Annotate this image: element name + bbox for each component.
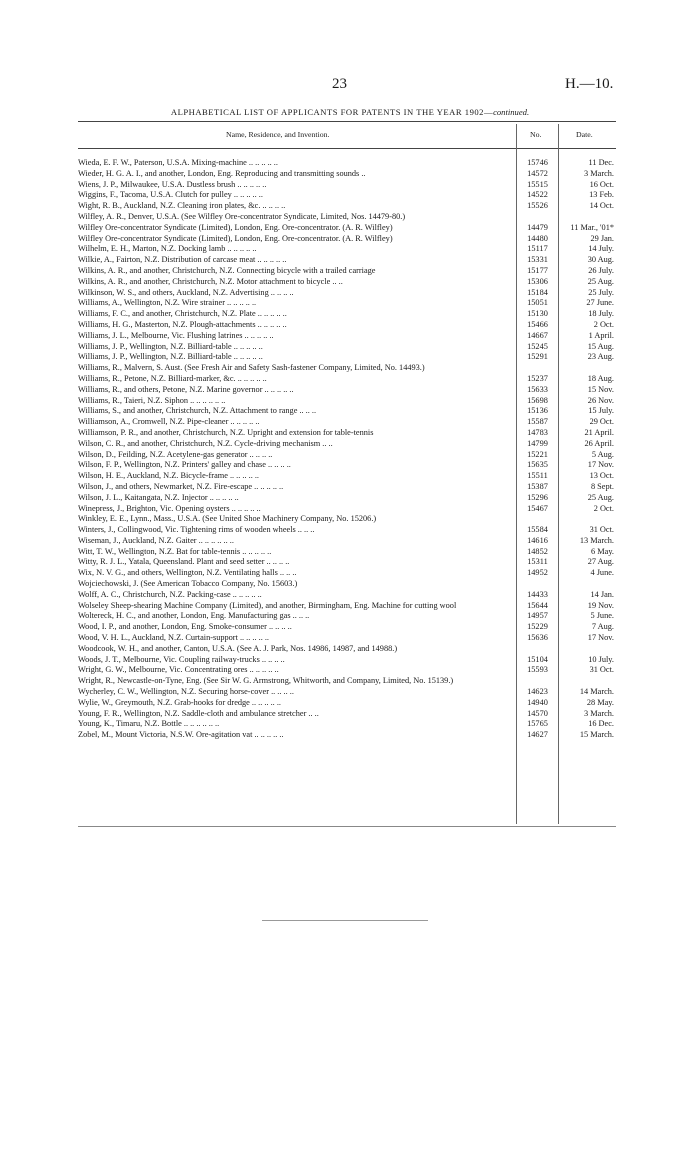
table-row: [0, 277, 700, 288]
table-row: [0, 266, 700, 277]
entry-date: 16 Dec.: [588, 719, 614, 729]
table-row: [0, 568, 700, 579]
table-row: [0, 158, 700, 169]
entry-number: 14480: [527, 233, 548, 243]
list-heading-continued: continued.: [493, 107, 530, 117]
entry-text: Williams, R., and others, Petone, N.Z. Marine governor .. .. .. .. ..: [78, 384, 294, 394]
entry-date: 17 Nov.: [587, 633, 614, 643]
entry-text: Young, K., Timaru, N.Z. Bottle .. .. .. .. .. ..: [78, 719, 220, 729]
entry-date: 26 April.: [584, 438, 614, 448]
table-row: [0, 579, 700, 590]
table-row: [0, 482, 700, 493]
header-bottom-rule: [78, 148, 616, 149]
entry-date: 15 Nov.: [587, 384, 614, 394]
table-row: [0, 611, 700, 622]
entry-text: Wright, G. W., Melbourne, Vic. Concentrating ores .. .. .. .. ..: [78, 665, 279, 675]
table-row: [0, 590, 700, 601]
entry-date: 26 Nov.: [587, 395, 614, 405]
entry-date: 3 March.: [584, 708, 614, 718]
page-number: 23: [332, 76, 347, 92]
entry-text: Wix, N. V. G., and others, Wellington, N.Z. Ventilating halls .. .. ..: [78, 568, 297, 578]
entry-text: Wojciechowski, J. (See American Tobacco Company, No. 15603.): [78, 579, 298, 589]
entry-number: 15746: [527, 158, 548, 167]
entry-number: 15467: [527, 503, 548, 513]
entry-date: 26 July.: [588, 265, 614, 275]
entry-date: 11 Dec.: [588, 158, 614, 167]
entry-date: 10 July.: [588, 654, 614, 664]
table-row: [0, 201, 700, 212]
table-row: [0, 687, 700, 698]
table-row: [0, 676, 700, 687]
bottom-rule: [262, 920, 428, 921]
entries-table: [0, 158, 700, 741]
entry-number: 14572: [527, 168, 548, 178]
entry-text: Wolseley Sheep-shearing Machine Company (Limited), and another, Birmingham, Eng. Machine for cutting wool: [78, 600, 457, 610]
table-row: [0, 385, 700, 396]
table-row: [0, 665, 700, 676]
entry-number: 15584: [527, 525, 548, 535]
entry-date: 14 Oct.: [589, 201, 614, 211]
table-row: [0, 169, 700, 180]
entry-date: 25 July.: [588, 287, 614, 297]
table-row: [0, 223, 700, 234]
entry-number: 15526: [527, 201, 548, 211]
entry-number: 15765: [527, 719, 548, 729]
column-header-invention: Name, Residence, and Invention.: [226, 130, 330, 139]
entry-number: 14852: [527, 546, 548, 556]
table-row: [0, 450, 700, 461]
table-row: [0, 428, 700, 439]
entry-number: 15051: [527, 298, 548, 308]
table-row: [0, 374, 700, 385]
entry-number: 15515: [527, 179, 548, 189]
entry-number: 15136: [527, 406, 548, 416]
entry-text: Witt, T. W., Wellington, N.Z. Bat for table-tennis .. .. .. .. ..: [78, 546, 272, 556]
entry-date: 6 May.: [591, 546, 614, 556]
entry-date: 14 March.: [579, 687, 614, 697]
table-row: [0, 644, 700, 655]
entry-number: 15635: [527, 460, 548, 470]
entry-text: Wilkinson, W. S., and others, Auckland, N.Z. Advertising .. .. .. ..: [78, 287, 294, 297]
entry-date: 11 Mar., '01*: [570, 222, 614, 232]
entry-number: 15331: [527, 255, 548, 265]
entry-number: 15104: [527, 654, 548, 664]
entry-date: 1 April.: [588, 330, 614, 340]
table-row: [0, 396, 700, 407]
table-row: [0, 698, 700, 709]
entry-text: Williams, A., Wellington, N.Z. Wire strainer .. .. .. .. ..: [78, 298, 257, 308]
column-header-number: No.: [530, 130, 542, 139]
entry-date: 27 Aug.: [587, 557, 614, 567]
entry-number: 15511: [527, 471, 548, 481]
entry-date: 31 Oct.: [589, 665, 614, 675]
entry-number: 15229: [527, 622, 548, 632]
entry-date: 4 June.: [590, 568, 614, 578]
table-row: [0, 514, 700, 525]
table-row: [0, 309, 700, 320]
table-row: [0, 212, 700, 223]
entry-text: Woodcook, W. H., and another, Canton, U.S.A. (See A. J. Park, Nos. 14986, 14987, and 14988.): [78, 643, 398, 653]
table-row: [0, 234, 700, 245]
entry-number: 14616: [527, 535, 548, 545]
table-row: [0, 655, 700, 666]
entry-text: Winkley, E. E., Lynn., Mass., U.S.A. (See United Shoe Machinery Company, No. 15206.): [78, 514, 377, 524]
table-row: [0, 417, 700, 428]
table-row: [0, 730, 700, 741]
entry-text: Wylie, W., Greymouth, N.Z. Grab-hooks for dredge .. .. .. .. ..: [78, 697, 281, 707]
entry-date: 7 Aug.: [591, 622, 614, 632]
entry-date: 30 Aug.: [587, 255, 614, 265]
entry-number: 15311: [527, 557, 548, 567]
entry-text: Winepress, J., Brighton, Vic. Opening oysters .. .. .. .. ..: [78, 503, 261, 513]
table-row: [0, 331, 700, 342]
entry-number: 15644: [527, 600, 548, 610]
entry-date: 15 July.: [588, 406, 614, 416]
table-row: [0, 547, 700, 558]
entry-text: Wood, V. H. L., Auckland, N.Z. Curtain-support .. .. .. .. ..: [78, 633, 269, 643]
entry-text: Williams, J. L., Melbourne, Vic. Flushing latrines .. .. .. .. ..: [78, 330, 274, 340]
entry-number: 15466: [527, 319, 548, 329]
entry-text: Wilfley Ore-concentrator Syndicate (Limited), London, Eng. Ore-concentrator. (A. R. Wilfley): [78, 233, 393, 243]
table-row: [0, 363, 700, 374]
entry-text: Wolff, A. C., Christchurch, N.Z. Packing-case .. .. .. .. ..: [78, 589, 262, 599]
entry-number: 14479: [527, 222, 548, 232]
table-row: [0, 709, 700, 720]
entry-number: 15636: [527, 633, 548, 643]
entry-text: Woltereck, H. C., and another, London, Eng. Manufacturing gas .. .. ..: [78, 611, 310, 621]
entry-text: Williams, J. P., Wellington, N.Z. Billiard-table .. .. .. .. ..: [78, 341, 263, 351]
table-row: [0, 342, 700, 353]
entry-text: Wilson, J. L., Kaitangata, N.Z. Injector .. .. .. .. ..: [78, 492, 239, 502]
entry-text: Williamson, P. R., and another, Christchurch, N.Z. Upright and extension for table-tennis: [78, 427, 374, 437]
entry-text: Winters, J., Collingwood, Vic. Tightening rims of wooden wheels .. .. ..: [78, 525, 315, 535]
entry-text: Wilkins, A. R., and another, Christchurch, N.Z. Connecting bicycle with a trailed carriage: [78, 265, 376, 275]
entry-text: Wood, I. P., and another, London, Eng. Smoke-consumer .. .. .. ..: [78, 622, 292, 632]
entry-date: 5 June.: [590, 611, 614, 621]
entry-date: 8 Sept.: [590, 481, 614, 491]
entry-date: 25 Aug.: [587, 276, 614, 286]
entry-date: 2 Oct.: [593, 319, 614, 329]
entry-text: Williams, F. C., and another, Christchurch, N.Z. Plate .. .. .. .. ..: [78, 309, 287, 319]
entry-text: Wilkins, A. R., and another, Christchurch, N.Z. Motor attachment to bicycle .. ..: [78, 276, 343, 286]
table-row: [0, 320, 700, 331]
entry-text: Wieda, E. F. W., Paterson, U.S.A. Mixing-machine .. .. .. .. ..: [78, 158, 278, 167]
entry-date: 3 March.: [584, 168, 614, 178]
entry-number: 14952: [527, 568, 548, 578]
entry-text: Witty, R. J. L., Yatala, Queensland. Plant and seed setter .. .. .. ..: [78, 557, 290, 567]
entry-number: 15296: [527, 492, 548, 502]
table-row: [0, 601, 700, 612]
entry-date: 18 July.: [588, 309, 614, 319]
entry-number: 15387: [527, 481, 548, 491]
entry-date: 17 Nov.: [587, 460, 614, 470]
entry-date: 13 Oct.: [589, 471, 614, 481]
entry-date: 2 Oct.: [593, 503, 614, 513]
entry-text: Wilson, F. P., Wellington, N.Z. Printers' galley and chase .. .. .. ..: [78, 460, 291, 470]
entry-date: 14 Jan.: [590, 589, 614, 599]
entry-date: 13 Feb.: [589, 190, 614, 200]
table-row: [0, 460, 700, 471]
entry-text: Wycherley, C. W., Wellington, N.Z. Securing horse-cover .. .. .. ..: [78, 687, 294, 697]
entry-text: Williams, S., and another, Christchurch, N.Z. Attachment to range .. .. ..: [78, 406, 317, 416]
entry-number: 15117: [527, 244, 548, 254]
entry-number: 15184: [527, 287, 548, 297]
entry-text: Williamson, A., Cromwell, N.Z. Pipe-cleaner .. .. .. .. ..: [78, 417, 260, 427]
entry-number: 15291: [527, 352, 548, 362]
entry-text: Wiseman, J., Auckland, N.Z. Gaiter .. .. .. .. .. ..: [78, 535, 234, 545]
table-row: [0, 536, 700, 547]
entry-date: 15 Aug.: [587, 341, 614, 351]
entry-text: Wilson, H. E., Auckland, N.Z. Bicycle-frame .. .. .. .. ..: [78, 471, 260, 481]
entry-date: 14 July.: [588, 244, 614, 254]
entry-number: 14627: [527, 730, 548, 740]
entry-number: 14522: [527, 190, 548, 200]
entry-date: 31 Oct.: [589, 525, 614, 535]
entry-date: 29 Jan.: [590, 233, 614, 243]
table-row: [0, 719, 700, 730]
entry-text: Williams, R., Malvern, S. Aust. (See Fresh Air and Safety Sash-fastener Company, Limited, No. 14493.): [78, 363, 425, 373]
entry-text: Wilhelm, E. H., Marton, N.Z. Docking lamb .. .. .. .. ..: [78, 244, 257, 254]
entry-number: 15593: [527, 665, 548, 675]
list-heading-text: ALPHABETICAL LIST OF APPLICANTS FOR PATENTS IN THE YEAR 1902—: [170, 107, 494, 117]
entry-text: Williams, R., Petone, N.Z. Billiard-marker, &c. .. .. .. .. ..: [78, 373, 267, 383]
table-row: [0, 406, 700, 417]
entry-date: 25 Aug.: [587, 492, 614, 502]
entry-number: 15177: [527, 265, 548, 275]
table-row: [0, 190, 700, 201]
entry-text: Williams, J. P., Wellington, N.Z. Billiard-table .. .. .. .. ..: [78, 352, 263, 362]
entry-number: 15237: [527, 373, 548, 383]
entry-date: 5 Aug.: [591, 449, 614, 459]
table-end-rule: [78, 826, 616, 827]
entry-text: Wilson, J., and others, Newmarket, N.Z. Fire-escape .. .. .. .. ..: [78, 481, 284, 491]
table-row: [0, 493, 700, 504]
entry-number: 14940: [527, 697, 548, 707]
entry-date: 15 March.: [579, 730, 614, 740]
table-row: [0, 439, 700, 450]
entry-text: Zobel, M., Mount Victoria, N.S.W. Ore-agitation vat .. .. .. .. ..: [78, 730, 284, 740]
entry-number: 14799: [527, 438, 548, 448]
table-row: [0, 504, 700, 515]
entry-text: Wright, R., Newcastle-on-Tyne, Eng. (See Sir W. G. Armstrong, Whitworth, and Company, Limited, No. 15139.): [78, 676, 454, 686]
entry-number: 14783: [527, 427, 548, 437]
entry-text: Williams, R., Taieri, N.Z. Siphon .. .. .. .. .. ..: [78, 395, 226, 405]
entry-text: Wilfley Ore-concentrator Syndicate (Limited), London, Eng. Ore-concentrator. (A. R. Wilfley): [78, 222, 393, 232]
header-top-rule: [78, 121, 616, 122]
list-heading: [0, 107, 700, 117]
table-row: [0, 557, 700, 568]
table-row: [0, 633, 700, 644]
entry-date: 21 April.: [584, 427, 614, 437]
table-row: [0, 525, 700, 536]
entry-text: Wilfley, A. R., Denver, U.S.A. (See Wilfley Ore-concentrator Syndicate, Limited, Nos. 14479-80.): [78, 211, 406, 221]
table-row: [0, 622, 700, 633]
entry-number: 15245: [527, 341, 548, 351]
table-row: [0, 471, 700, 482]
page-reference: H.—10.: [565, 76, 614, 92]
entry-text: Young, F. R., Wellington, N.Z. Saddle-cloth and ambulance stretcher .. ..: [78, 708, 319, 718]
entry-text: Williams, H. G., Masterton, N.Z. Plough-attachments .. .. .. .. ..: [78, 319, 287, 329]
entry-date: 13 March.: [579, 535, 614, 545]
entry-date: 18 Aug.: [587, 373, 614, 383]
entry-number: 14667: [527, 330, 548, 340]
entry-date: 27 June.: [586, 298, 614, 308]
entry-number: 15306: [527, 276, 548, 286]
table-row: [0, 352, 700, 363]
entry-text: Wieder, H. G. A. I., and another, London, Eng. Reproducing and transmitting sounds ..: [78, 168, 366, 178]
table-row: [0, 288, 700, 299]
entry-date: 29 Oct.: [589, 417, 614, 427]
entry-number: 15587: [527, 417, 548, 427]
column-header-date: Date.: [576, 130, 593, 139]
entry-number: 14623: [527, 687, 548, 697]
table-row: [0, 180, 700, 191]
entry-text: Wight, R. B., Auckland, N.Z. Cleaning iron plates, &c. .. .. .. ..: [78, 201, 286, 211]
entry-text: Wiens, J. P., Milwaukee, U.S.A. Dustless brush .. .. .. .. ..: [78, 179, 267, 189]
entry-text: Wiggins, F., Tacoma, U.S.A. Clutch for pulley .. .. .. .. ..: [78, 190, 263, 200]
entry-date: 28 May.: [586, 697, 614, 707]
entry-text: Wilkie, A., Fairton, N.Z. Distribution of carcase meat .. .. .. .. ..: [78, 255, 287, 265]
entry-number: 15221: [527, 449, 548, 459]
entry-number: 15698: [527, 395, 548, 405]
entry-number: 14570: [527, 708, 548, 718]
entry-date: 19 Nov.: [587, 600, 614, 610]
table-row: [0, 244, 700, 255]
entry-date: 23 Aug.: [587, 352, 614, 362]
entry-text: Wilson, C. R., and another, Christchurch, N.Z. Cycle-driving mechanism .. ..: [78, 438, 333, 448]
entry-number: 15130: [527, 309, 548, 319]
table-row: [0, 255, 700, 266]
entry-number: 14433: [527, 589, 548, 599]
entry-number: 14957: [527, 611, 548, 621]
table-row: [0, 298, 700, 309]
entry-date: 16 Oct.: [589, 179, 614, 189]
entry-text: Wilson, D., Feilding, N.Z. Acetylene-gas generator .. .. .. ..: [78, 449, 273, 459]
entry-number: 15633: [527, 384, 548, 394]
entry-text: Woods, J. T., Melbourne, Vic. Coupling railway-trucks .. .. .. ..: [78, 654, 285, 664]
